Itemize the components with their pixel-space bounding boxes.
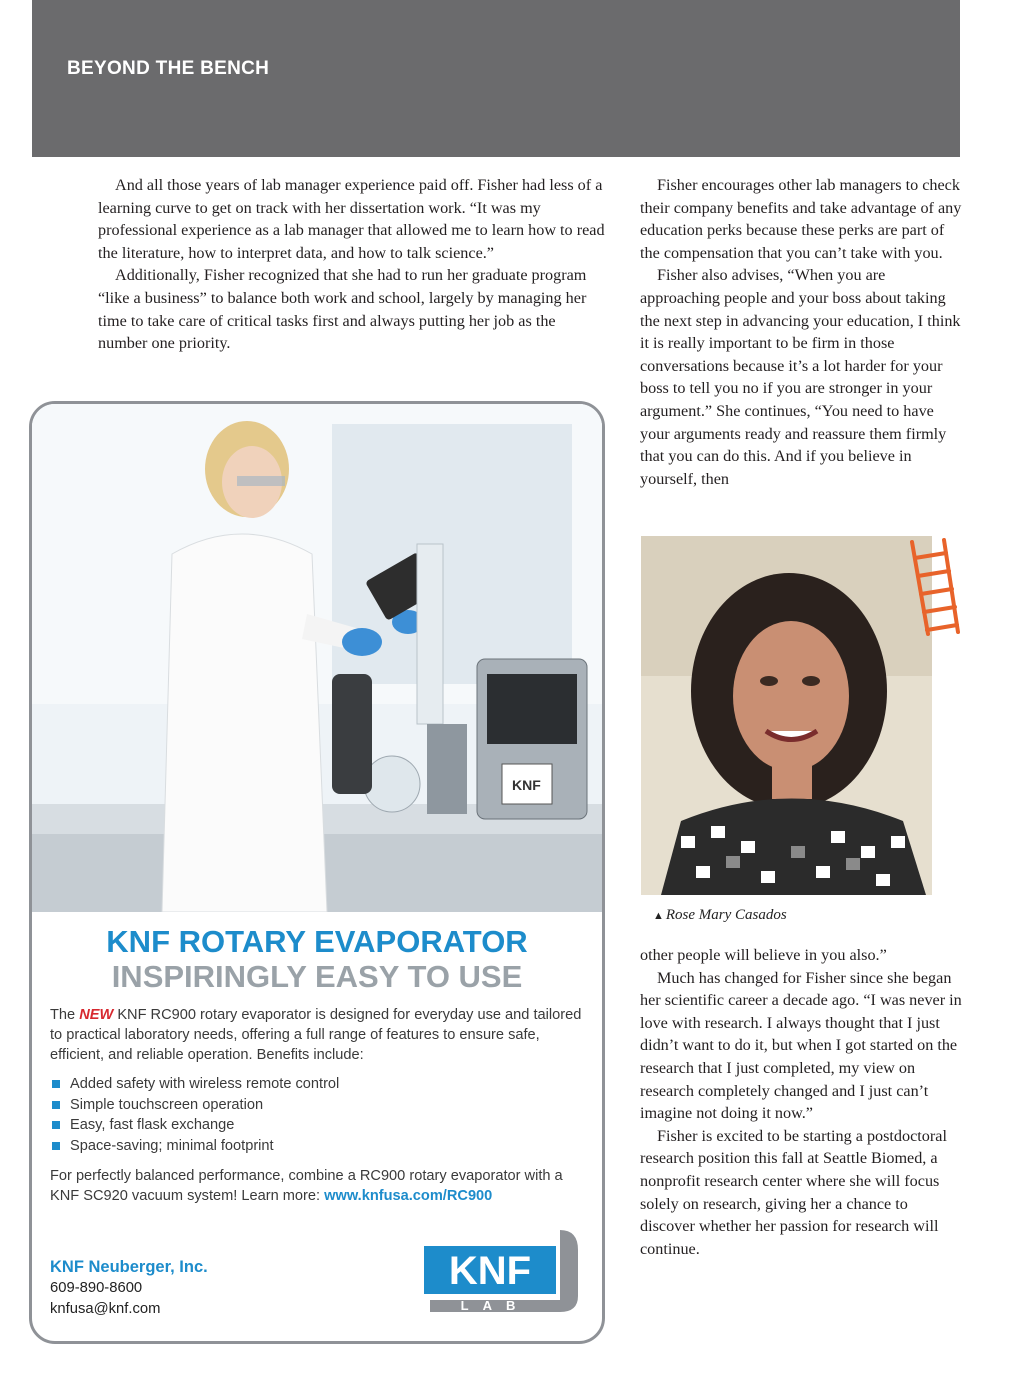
ad-intro-text [50,1006,590,1065]
article-paragraph: Fisher is excited to be starting a postdoctoral research position this fall at Seattle Biomed, a nonprofit research center where she will focus solely on research, giving her a chance to discover whether her passion for research will continue. [640,1126,947,1258]
article-left-column [98,174,606,355]
ad-closing-copy: For perfectly balanced performance, combine a RC900 rotary evaporator with a KNF SC920 vacuum system! Learn more: [50,1168,563,1204]
ad-company-info [50,1256,208,1320]
caption-text: Rose Mary Casados [665,907,787,923]
caption-triangle-icon: ▲ [653,910,664,922]
ad-benefit-text: Space-saving; minimal footprint [70,1137,274,1154]
ad-intro-rest: KNF RC900 rotary evaporator is designed for everyday use and tailored to practical laboratory needs, offering a full range of features to ensure safe, efficient, and reliable operation. Benefits include: [50,1007,582,1063]
knf-advertisement[interactable] [29,401,605,1344]
article-paragraph: Much has changed for Fisher since she began her scientific career a decade ago. “I was never in love with research. I always thought that I just didn’t want to do it, but when I got started on the research that I just completed, my view on research completely changed and I just can’t imagine not doing it now.” [640,968,962,1123]
logo-text: KNF [448,1249,532,1293]
company-phone: 609-890-8600 [50,1280,143,1296]
ad-subheadline: INSPIRINGLY EASY TO USE [111,959,523,994]
bullet-square-icon [52,1142,60,1150]
article-right-column-top [640,174,962,490]
portrait-photo [641,536,932,895]
section-title: BEYOND THE BENCH [67,58,270,79]
ad-benefit-text: Added safety with wireless remote control [70,1076,340,1092]
ad-headline: KNF ROTARY EVAPORATOR [106,924,528,959]
ad-benefit-item [50,1115,339,1136]
article-paragraph: Additionally, Fisher recognized that she had to run her graduate program “like a business” to balance both work and school, largely by managing her time to take care of critical tasks first and always putting her job as the number one priority. [98,266,587,353]
article-paragraph: Fisher encourages other lab managers to check their company benefits and take advantage of any education perks because these perks are part of the compensation that you can’t take with you. [640,176,962,262]
ad-lab-photo [32,404,602,912]
company-name: KNF Neuberger, Inc. [50,1258,208,1276]
ad-benefit-item [50,1095,339,1116]
ad-benefits-list [50,1074,339,1156]
article-paragraph: And all those years of lab manager experience paid off. Fisher had less of a learning curve to get on track with her dissertation work. “It was my professional experience as a lab manager that allowed me to learn how to read the literature, how to interpret data, and how to talk science.” [98,176,605,262]
bullet-square-icon [52,1080,60,1088]
ad-benefit-text: Easy, fast flask exchange [70,1117,235,1134]
photo-caption [653,907,787,924]
article-paragraph-continuation: other people will believe in you also.” [640,946,887,964]
ad-website-link[interactable]: www.knfusa.com/RC900 [324,1187,493,1204]
article-right-column-bottom [640,944,962,1260]
ad-intro-prefix: The [50,1007,80,1023]
article-paragraph: Fisher also advises, “When you are approaching people and your boss about taking the next step in advancing your education, I think it is really important to be firm in those conversations because it’s a lot harder for your boss to tell you no if you are stronger in your argument.” She continues, “You need to have your arguments ready and reassure them firmly that you can do this. And if you believe in yourself, then [640,266,961,488]
ad-closing-text [50,1167,590,1207]
lab-scene-illustration [32,404,602,912]
knf-lab-logo [420,1226,585,1316]
ad-benefit-item [50,1136,339,1157]
ladder-icon [906,538,962,638]
bullet-square-icon [52,1101,60,1109]
company-email[interactable]: knfusa@knf.com [50,1301,161,1317]
logo-subtext: LAB [460,1298,530,1313]
ad-benefit-item [50,1074,339,1095]
ad-new-label: NEW [79,1007,114,1023]
ad-benefit-text: Simple touchscreen operation [70,1096,264,1113]
portrait-illustration [641,536,932,895]
bullet-square-icon [52,1121,60,1129]
svg-text:KNF: KNF [512,777,541,793]
